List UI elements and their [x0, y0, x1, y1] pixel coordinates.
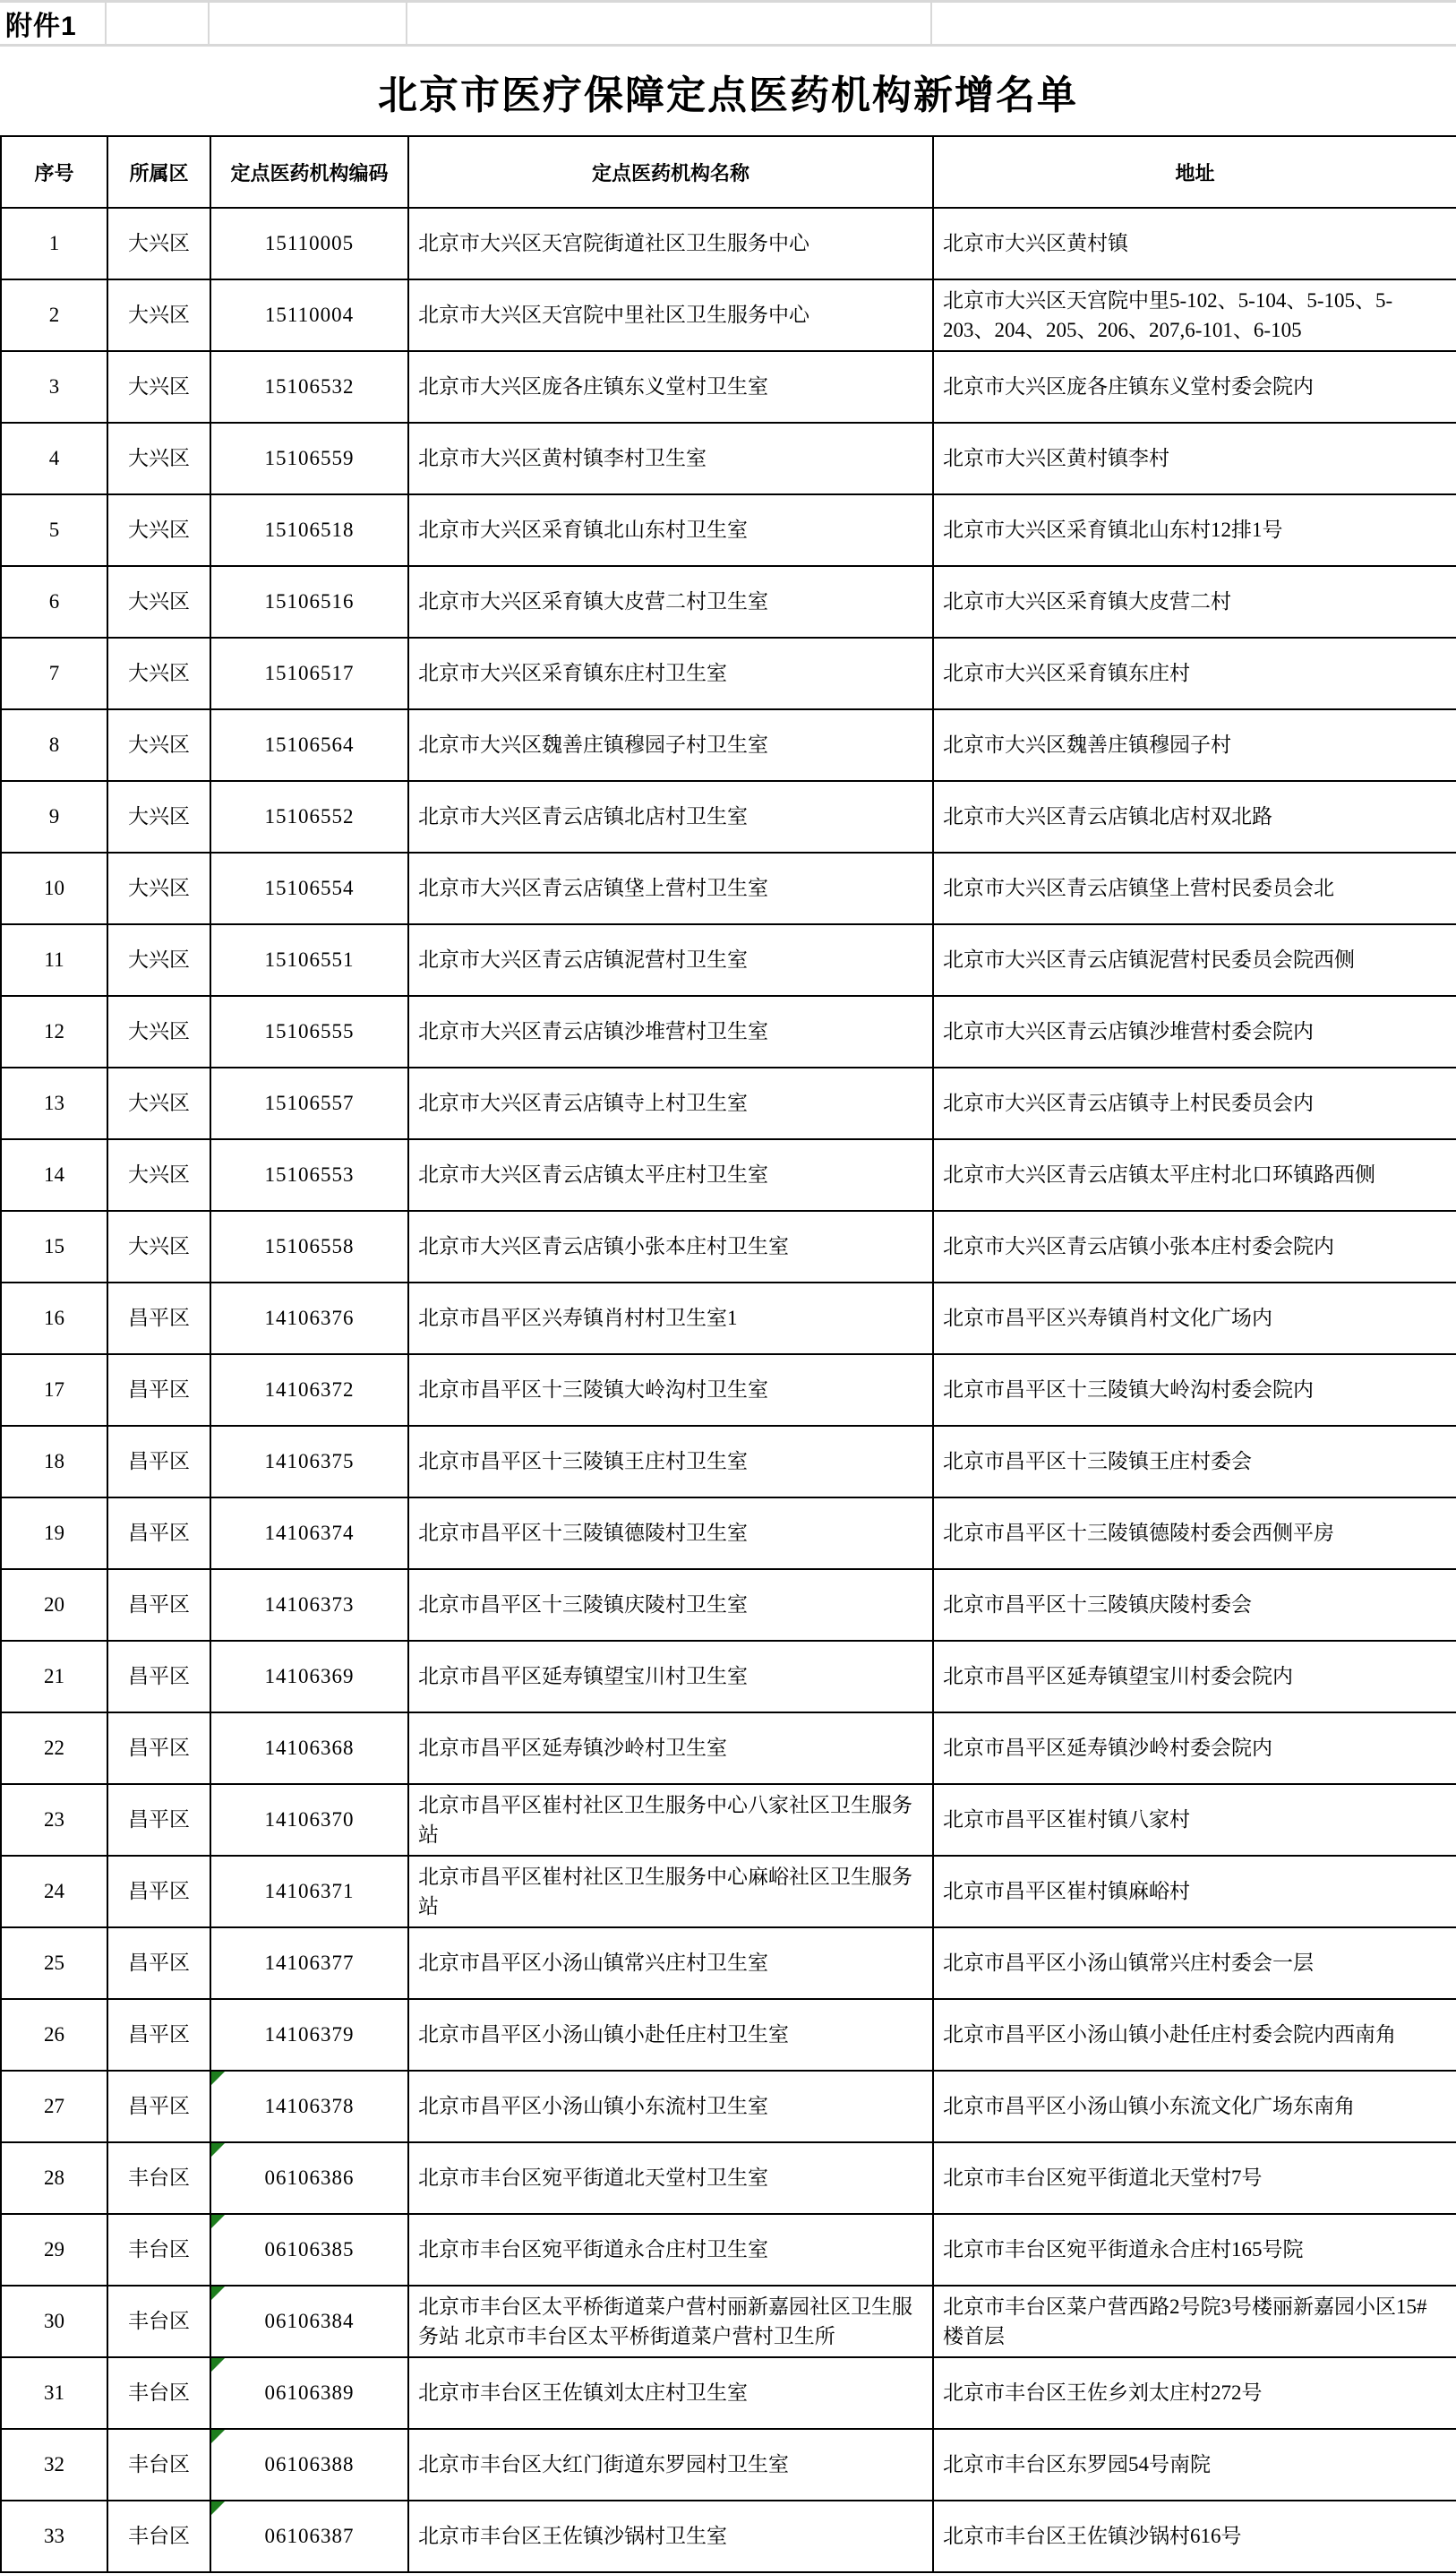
address-cell: 北京市大兴区青云店镇北店村双北路: [933, 781, 1456, 853]
code-cell: [210, 1927, 408, 1999]
table-row: [1, 1497, 1456, 1569]
code-value: 15106516: [264, 590, 355, 613]
table-row: [1, 2214, 1456, 2286]
code-cell: [210, 566, 408, 638]
code-cell: [210, 279, 408, 351]
table-row: [1, 1784, 1456, 1856]
code-value: 15106552: [264, 805, 355, 828]
district-cell: 大兴区: [107, 1139, 210, 1211]
table-row: [1, 2071, 1456, 2142]
row-number-cell: 12: [1, 996, 107, 1068]
address-cell: 北京市昌平区小汤山镇小赴任庄村委会院内西南角: [933, 1999, 1456, 2071]
code-cell: [210, 423, 408, 494]
header-row: [1, 136, 1456, 208]
district-cell: 丰台区: [107, 2142, 210, 2214]
institution-name-cell: 北京市昌平区崔村社区卫生服务中心麻峪社区卫生服务站: [408, 1856, 933, 1927]
row-number-cell: 17: [1, 1354, 107, 1426]
address-cell: 北京市大兴区黄村镇李村: [933, 423, 1456, 494]
row-number-cell: 2: [1, 279, 107, 351]
green-corner-flag-icon: [211, 2072, 225, 2085]
attachment-label: 附件1: [0, 3, 107, 44]
address-cell: 北京市昌平区小汤山镇常兴庄村委会一层: [933, 1927, 1456, 1999]
green-corner-flag-icon: [211, 2501, 225, 2515]
row-number-cell: 30: [1, 2286, 107, 2357]
address-cell: 北京市丰台区王佐乡刘太庄村272号: [933, 2357, 1456, 2429]
code-value: 06106389: [264, 2381, 355, 2405]
district-cell: 昌平区: [107, 1784, 210, 1856]
address-cell: 北京市昌平区延寿镇沙岭村委会院内: [933, 1712, 1456, 1784]
institution-name-cell: 北京市大兴区黄村镇李村卫生室: [408, 423, 933, 494]
table-row: [1, 566, 1456, 638]
code-cell: [210, 1856, 408, 1927]
district-cell: 大兴区: [107, 566, 210, 638]
row-number-cell: 14: [1, 1139, 107, 1211]
code-cell: [210, 1784, 408, 1856]
top-row-empty-cell: [407, 3, 932, 44]
address-cell: 北京市大兴区采育镇东庄村: [933, 638, 1456, 709]
code-cell: [210, 709, 408, 781]
institution-name-cell: 北京市大兴区青云店镇沙堆营村卫生室: [408, 996, 933, 1068]
code-cell: [210, 996, 408, 1068]
header-cell-1: 所属区: [107, 136, 210, 208]
table-row: [1, 423, 1456, 494]
code-cell: [210, 1354, 408, 1426]
code-value: 15110005: [264, 232, 355, 255]
district-cell: 昌平区: [107, 1856, 210, 1927]
code-cell: [210, 1569, 408, 1641]
code-value: 06106384: [264, 2310, 355, 2333]
district-cell: 昌平区: [107, 1999, 210, 2071]
code-cell: [210, 1497, 408, 1569]
row-number-cell: 24: [1, 1856, 107, 1927]
institution-name-cell: 北京市大兴区天宫院中里社区卫生服务中心: [408, 279, 933, 351]
district-cell: 丰台区: [107, 2429, 210, 2501]
table-row: [1, 1856, 1456, 1927]
institution-name-cell: 北京市昌平区小汤山镇小赴任庄村卫生室: [408, 1999, 933, 2071]
address-cell: 北京市昌平区延寿镇望宝川村委会院内: [933, 1641, 1456, 1712]
code-cell: [210, 1139, 408, 1211]
table-row: [1, 638, 1456, 709]
institution-name-cell: 北京市丰台区宛平街道永合庄村卫生室: [408, 2214, 933, 2286]
code-cell: [210, 208, 408, 279]
institution-name-cell: 北京市昌平区延寿镇沙岭村卫生室: [408, 1712, 933, 1784]
row-number-cell: 33: [1, 2501, 107, 2572]
code-cell: [210, 2214, 408, 2286]
institution-name-cell: 北京市昌平区兴寿镇肖村村卫生室1: [408, 1283, 933, 1354]
table-row: [1, 1641, 1456, 1712]
address-cell: 北京市大兴区青云店镇泥营村民委员会院西侧: [933, 924, 1456, 996]
code-cell: [210, 2071, 408, 2142]
address-cell: 北京市昌平区十三陵镇德陵村委会西侧平房: [933, 1497, 1456, 1569]
code-value: 15106564: [264, 734, 355, 757]
table-row: [1, 1426, 1456, 1497]
table-row: [1, 2357, 1456, 2429]
code-value: 14106374: [264, 1522, 355, 1545]
top-row-empty-cell: [932, 3, 1456, 44]
institution-name-cell: 北京市丰台区王佐镇刘太庄村卫生室: [408, 2357, 933, 2429]
address-cell: 北京市大兴区青云店镇寺上村民委员会内: [933, 1068, 1456, 1139]
row-number-cell: 32: [1, 2429, 107, 2501]
district-cell: 大兴区: [107, 1211, 210, 1283]
top-row-empty-cell: [107, 3, 210, 44]
code-value: 15106555: [264, 1020, 355, 1043]
code-cell: [210, 781, 408, 853]
row-number-cell: 18: [1, 1426, 107, 1497]
institution-name-cell: 北京市大兴区青云店镇寺上村卫生室: [408, 1068, 933, 1139]
header-cell-2: 定点医药机构编码: [210, 136, 408, 208]
code-value: 15106554: [264, 877, 355, 900]
code-value: 14106369: [264, 1665, 355, 1688]
table-row: [1, 1139, 1456, 1211]
district-cell: 昌平区: [107, 1927, 210, 1999]
code-value: 14106379: [264, 2023, 355, 2046]
code-value: 06106386: [264, 2166, 355, 2190]
address-cell: 北京市丰台区宛平街道永合庄村165号院: [933, 2214, 1456, 2286]
table-row: [1, 208, 1456, 279]
institution-name-cell: 北京市大兴区庞各庄镇东义堂村卫生室: [408, 351, 933, 423]
row-number-cell: 22: [1, 1712, 107, 1784]
code-value: 06106385: [264, 2238, 355, 2261]
top-row-empty-cell: [210, 3, 407, 44]
address-cell: 北京市昌平区十三陵镇大岭沟村委会院内: [933, 1354, 1456, 1426]
district-cell: 丰台区: [107, 2214, 210, 2286]
row-number-cell: 11: [1, 924, 107, 996]
row-number-cell: 15: [1, 1211, 107, 1283]
row-number-cell: 6: [1, 566, 107, 638]
code-value: 15106558: [264, 1235, 355, 1258]
table-row: [1, 709, 1456, 781]
table-row: [1, 853, 1456, 924]
code-cell: [210, 2142, 408, 2214]
row-number-cell: 4: [1, 423, 107, 494]
code-cell: [210, 1641, 408, 1712]
address-cell: 北京市丰台区宛平街道北天堂村7号: [933, 2142, 1456, 2214]
row-number-cell: 21: [1, 1641, 107, 1712]
institution-name-cell: 北京市丰台区王佐镇沙锅村卫生室: [408, 2501, 933, 2572]
table-row: [1, 781, 1456, 853]
header-cell-0: 序号: [1, 136, 107, 208]
green-corner-flag-icon: [211, 2287, 225, 2300]
address-cell: 北京市昌平区十三陵镇庆陵村委会: [933, 1569, 1456, 1641]
district-cell: 昌平区: [107, 1712, 210, 1784]
row-number-cell: 27: [1, 2071, 107, 2142]
row-number-cell: 31: [1, 2357, 107, 2429]
row-number-cell: 23: [1, 1784, 107, 1856]
row-number-cell: 5: [1, 494, 107, 566]
row-number-cell: 20: [1, 1569, 107, 1641]
district-cell: 昌平区: [107, 2071, 210, 2142]
table-row: [1, 2286, 1456, 2357]
code-value: 14106375: [264, 1450, 355, 1473]
address-cell: 北京市昌平区崔村镇麻峪村: [933, 1856, 1456, 1927]
code-value: 06106387: [264, 2525, 355, 2548]
district-cell: 昌平区: [107, 1283, 210, 1354]
code-value: 15106517: [264, 662, 355, 685]
spreadsheet-top-row: [0, 0, 1456, 47]
table-row: [1, 1927, 1456, 1999]
district-cell: 大兴区: [107, 494, 210, 566]
code-cell: [210, 1426, 408, 1497]
address-cell: 北京市大兴区庞各庄镇东义堂村委会院内: [933, 351, 1456, 423]
code-value: 15106557: [264, 1092, 355, 1115]
table-row: [1, 2429, 1456, 2501]
institution-name-cell: 北京市大兴区魏善庄镇穆园子村卫生室: [408, 709, 933, 781]
address-cell: 北京市丰台区菜户营西路2号院3号楼丽新嘉园小区15#楼首层: [933, 2286, 1456, 2357]
table-row: [1, 1283, 1456, 1354]
institution-name-cell: 北京市大兴区采育镇东庄村卫生室: [408, 638, 933, 709]
district-cell: 昌平区: [107, 1426, 210, 1497]
table-row: [1, 2501, 1456, 2572]
row-number-cell: 7: [1, 638, 107, 709]
code-cell: [210, 924, 408, 996]
code-cell: [210, 494, 408, 566]
district-cell: 大兴区: [107, 781, 210, 853]
row-number-cell: 8: [1, 709, 107, 781]
code-cell: [210, 853, 408, 924]
table-row: [1, 351, 1456, 423]
address-cell: 北京市大兴区青云店镇沙堆营村委会院内: [933, 996, 1456, 1068]
green-corner-flag-icon: [211, 2215, 225, 2228]
address-cell: 北京市大兴区魏善庄镇穆园子村: [933, 709, 1456, 781]
row-number-cell: 26: [1, 1999, 107, 2071]
district-cell: 丰台区: [107, 2286, 210, 2357]
code-cell: [210, 1283, 408, 1354]
district-cell: 昌平区: [107, 1641, 210, 1712]
institution-name-cell: 北京市丰台区太平桥街道菜户营村丽新嘉园社区卫生服务站 北京市丰台区太平桥街道菜户营村卫生所: [408, 2286, 933, 2357]
code-cell: [210, 638, 408, 709]
green-corner-flag-icon: [211, 2143, 225, 2157]
address-cell: 北京市大兴区青云店镇小张本庄村委会院内: [933, 1211, 1456, 1283]
code-cell: [210, 2286, 408, 2357]
code-value: 15106559: [264, 447, 355, 470]
code-value: 14106373: [264, 1593, 355, 1617]
code-value: 15110004: [264, 304, 355, 327]
district-cell: 昌平区: [107, 1354, 210, 1426]
code-value: 14106368: [264, 1737, 355, 1760]
code-cell: [210, 1211, 408, 1283]
district-cell: 丰台区: [107, 2501, 210, 2572]
code-cell: [210, 2501, 408, 2572]
institution-name-cell: 北京市大兴区青云店镇太平庄村卫生室: [408, 1139, 933, 1211]
row-number-cell: 1: [1, 208, 107, 279]
district-cell: 昌平区: [107, 1569, 210, 1641]
header-cell-3: 定点医药机构名称: [408, 136, 933, 208]
table-row: [1, 1068, 1456, 1139]
institution-name-cell: 北京市大兴区青云店镇北店村卫生室: [408, 781, 933, 853]
table-row: [1, 279, 1456, 351]
title-band: [0, 47, 1456, 135]
institution-name-cell: 北京市大兴区采育镇北山东村卫生室: [408, 494, 933, 566]
code-value: 15106532: [264, 375, 355, 399]
code-cell: [210, 2357, 408, 2429]
institution-name-cell: 北京市大兴区青云店镇泥营村卫生室: [408, 924, 933, 996]
code-cell: [210, 2429, 408, 2501]
institution-name-cell: 北京市昌平区十三陵镇大岭沟村卫生室: [408, 1354, 933, 1426]
district-cell: 大兴区: [107, 279, 210, 351]
row-number-cell: 29: [1, 2214, 107, 2286]
code-value: 15106553: [264, 1163, 355, 1187]
district-cell: 大兴区: [107, 351, 210, 423]
row-number-cell: 25: [1, 1927, 107, 1999]
table-row: [1, 2142, 1456, 2214]
table-row: [1, 1999, 1456, 2071]
address-cell: 北京市丰台区王佐镇沙锅村616号: [933, 2501, 1456, 2572]
institution-name-cell: 北京市昌平区延寿镇望宝川村卫生室: [408, 1641, 933, 1712]
code-value: 15106518: [264, 519, 355, 542]
green-corner-flag-icon: [211, 2358, 225, 2372]
code-cell: [210, 1068, 408, 1139]
code-cell: [210, 1712, 408, 1784]
address-cell: 北京市昌平区十三陵镇王庄村委会: [933, 1426, 1456, 1497]
address-cell: 北京市丰台区东罗园54号南院: [933, 2429, 1456, 2501]
institution-name-cell: 北京市昌平区十三陵镇王庄村卫生室: [408, 1426, 933, 1497]
address-cell: 北京市大兴区天宫院中里5-102、5-104、5-105、5-203、204、205、206、207,6-101、6-105: [933, 279, 1456, 351]
district-cell: 大兴区: [107, 853, 210, 924]
institution-name-cell: 北京市昌平区十三陵镇庆陵村卫生室: [408, 1569, 933, 1641]
code-value: 06106388: [264, 2453, 355, 2476]
table-row: [1, 1712, 1456, 1784]
district-cell: 大兴区: [107, 996, 210, 1068]
table-row: [1, 494, 1456, 566]
table-row: [1, 1569, 1456, 1641]
institution-name-cell: 北京市大兴区青云店镇小张本庄村卫生室: [408, 1211, 933, 1283]
address-cell: 北京市昌平区崔村镇八家村: [933, 1784, 1456, 1856]
address-cell: 北京市大兴区青云店镇太平庄村北口环镇路西侧: [933, 1139, 1456, 1211]
institutions-table: [0, 135, 1456, 2573]
address-cell: 北京市昌平区小汤山镇小东流文化广场东南角: [933, 2071, 1456, 2142]
code-cell: [210, 1999, 408, 2071]
code-value: 14106376: [264, 1307, 355, 1330]
district-cell: 丰台区: [107, 2357, 210, 2429]
institution-name-cell: 北京市大兴区青云店镇垡上营村卫生室: [408, 853, 933, 924]
address-cell: 北京市昌平区兴寿镇肖村文化广场内: [933, 1283, 1456, 1354]
district-cell: 大兴区: [107, 709, 210, 781]
district-cell: 大兴区: [107, 924, 210, 996]
table-row: [1, 996, 1456, 1068]
institution-name-cell: 北京市昌平区十三陵镇德陵村卫生室: [408, 1497, 933, 1569]
address-cell: 北京市大兴区采育镇北山东村12排1号: [933, 494, 1456, 566]
table-row: [1, 924, 1456, 996]
row-number-cell: 28: [1, 2142, 107, 2214]
row-number-cell: 19: [1, 1497, 107, 1569]
code-value: 14106371: [264, 1880, 355, 1903]
code-value: 14106370: [264, 1808, 355, 1832]
address-cell: 北京市大兴区黄村镇: [933, 208, 1456, 279]
institution-name-cell: 北京市昌平区小汤山镇小东流村卫生室: [408, 2071, 933, 2142]
institution-name-cell: 北京市昌平区小汤山镇常兴庄村卫生室: [408, 1927, 933, 1999]
address-cell: 北京市大兴区青云店镇垡上营村民委员会北: [933, 853, 1456, 924]
row-number-cell: 9: [1, 781, 107, 853]
header-cell-4: 地址: [933, 136, 1456, 208]
table-row: [1, 1354, 1456, 1426]
district-cell: 昌平区: [107, 1497, 210, 1569]
address-cell: 北京市大兴区采育镇大皮营二村: [933, 566, 1456, 638]
row-number-cell: 3: [1, 351, 107, 423]
code-value: 14106378: [264, 2095, 355, 2118]
institution-name-cell: 北京市丰台区大红门街道东罗园村卫生室: [408, 2429, 933, 2501]
row-number-cell: 16: [1, 1283, 107, 1354]
green-corner-flag-icon: [211, 2430, 225, 2443]
institution-name-cell: 北京市大兴区天宫院街道社区卫生服务中心: [408, 208, 933, 279]
page-title: 北京市医疗保障定点医药机构新增名单: [378, 73, 1078, 117]
district-cell: 大兴区: [107, 1068, 210, 1139]
table-row: [1, 1211, 1456, 1283]
district-cell: 大兴区: [107, 423, 210, 494]
district-cell: 大兴区: [107, 208, 210, 279]
row-number-cell: 13: [1, 1068, 107, 1139]
institution-name-cell: 北京市昌平区崔村社区卫生服务中心八家社区卫生服务站: [408, 1784, 933, 1856]
institution-name-cell: 北京市大兴区采育镇大皮营二村卫生室: [408, 566, 933, 638]
code-value: 15106551: [264, 948, 355, 972]
institution-name-cell: 北京市丰台区宛平街道北天堂村卫生室: [408, 2142, 933, 2214]
district-cell: 大兴区: [107, 638, 210, 709]
code-value: 14106377: [264, 1952, 355, 1975]
code-value: 14106372: [264, 1378, 355, 1402]
row-number-cell: 10: [1, 853, 107, 924]
code-cell: [210, 351, 408, 423]
